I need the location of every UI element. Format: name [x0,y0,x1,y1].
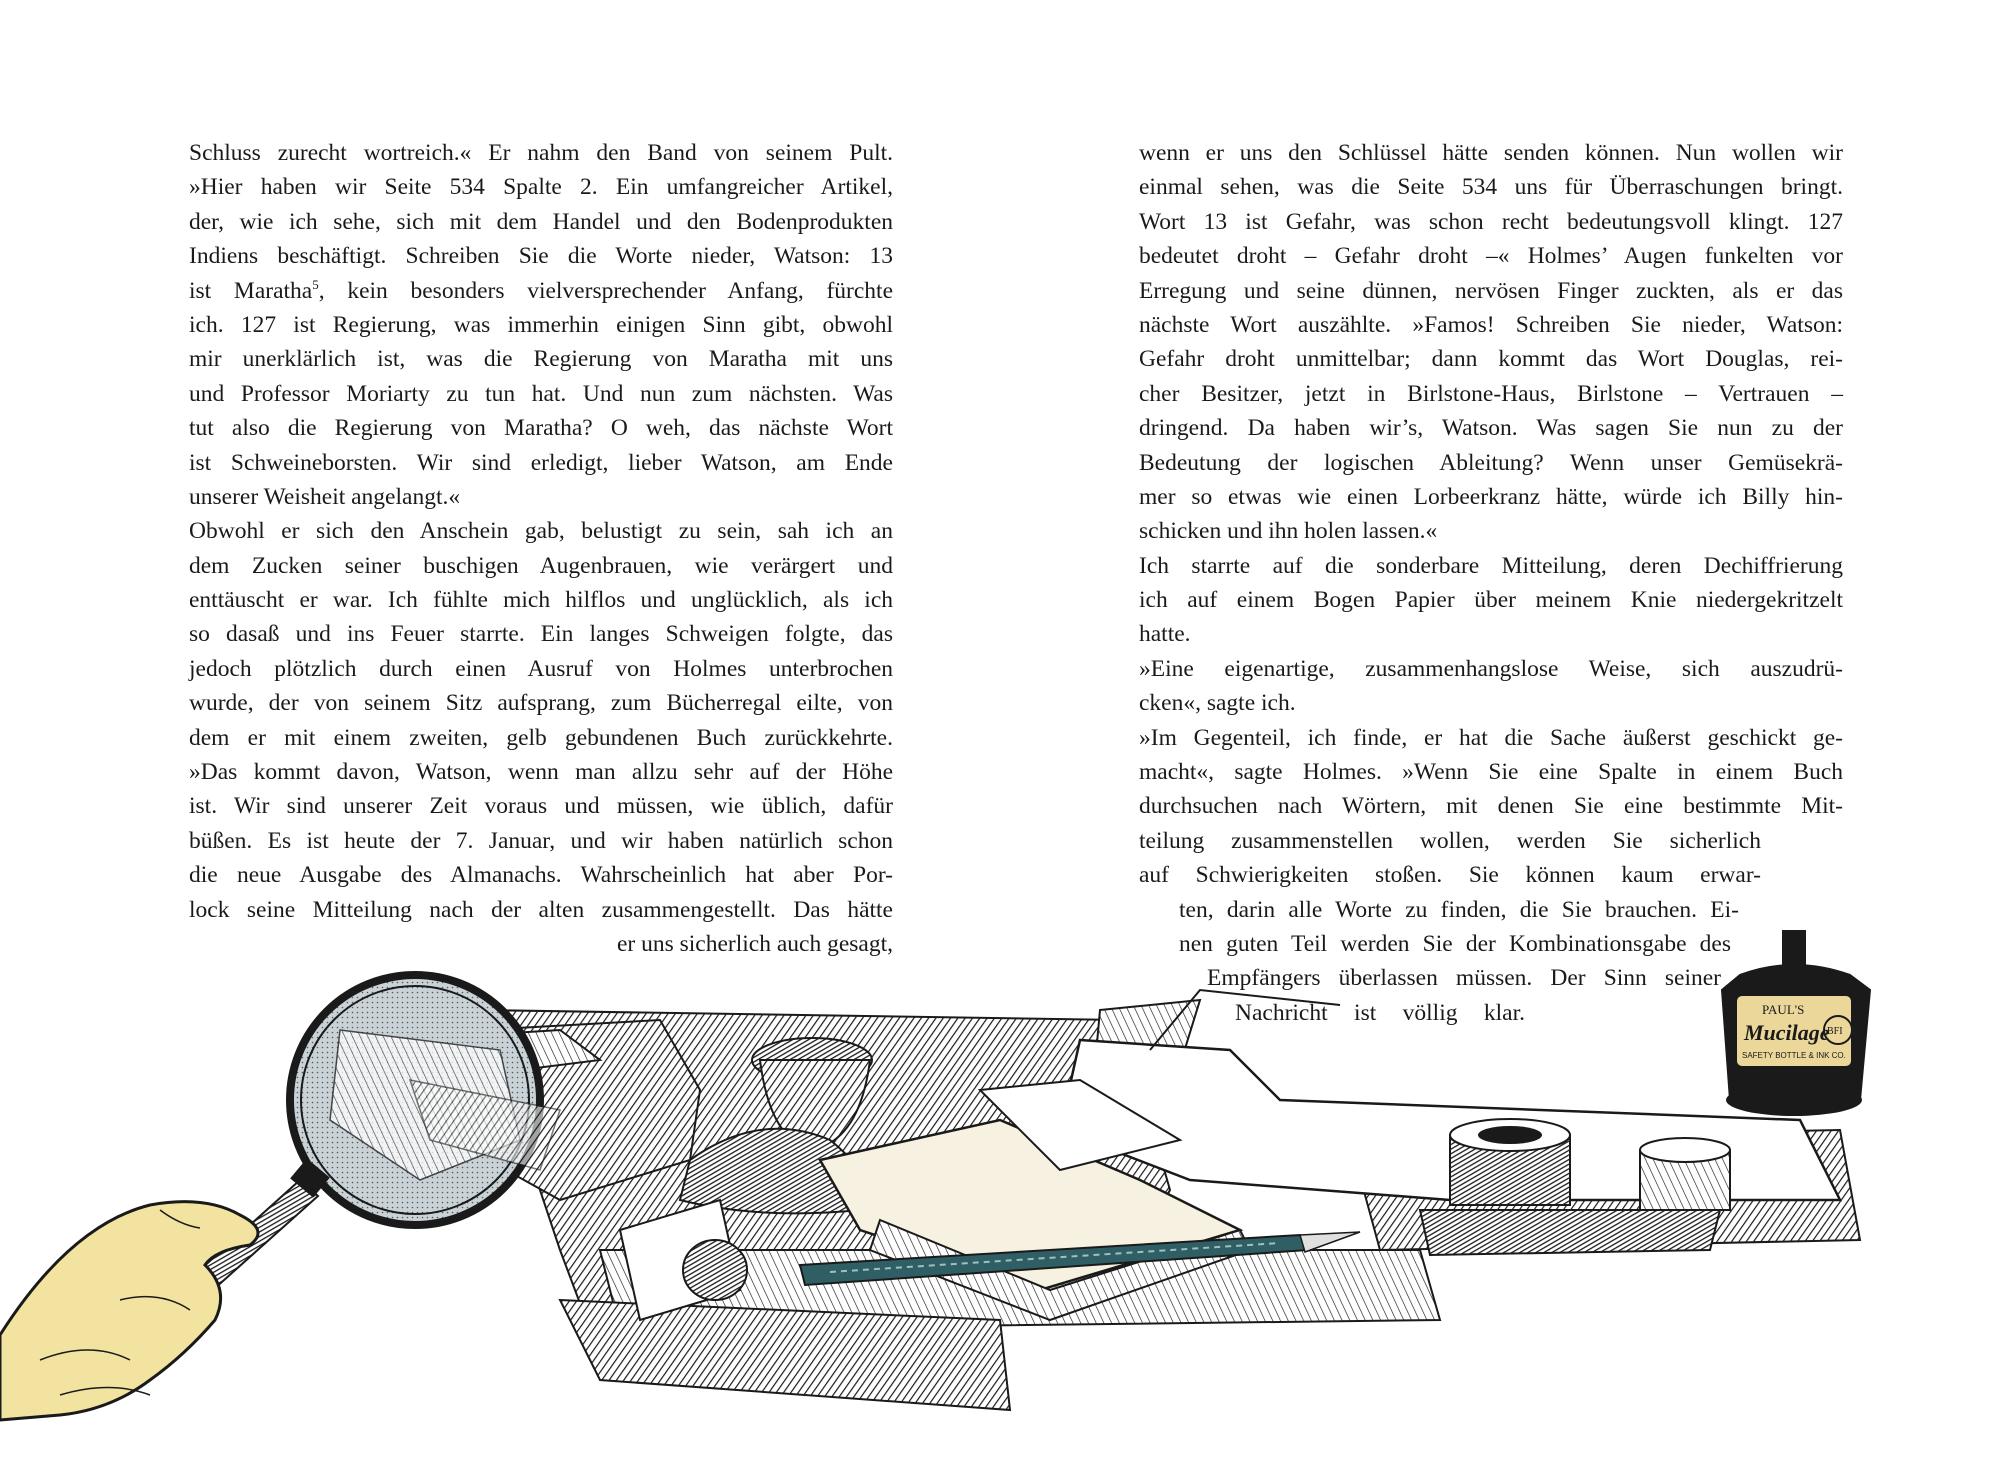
right-line-19: macht«, sagte Holmes. »Wenn Sie eine Spalte in einem Buch [1139,759,1843,786]
right-line-25: Empfängers überlassen müssen. Der Sinn seiner [1207,965,1721,992]
left-line-12: Obwohl er sich den Anschein gab, belustigt zu sein, sah ich an [189,518,893,545]
right-line-15: hatte. [1139,621,1191,648]
left-text-block [189,136,893,961]
hand-with-magnifier [0,975,560,1420]
left-line-22: die neue Ausgabe des Almanachs. Wahrscheinlich hat aber Por- [189,862,893,889]
left-line-11: unserer Weisheit angelangt.« [189,483,461,510]
right-line-5: Erregung und seine dünnen, nervösen Finger zuckten, als er das [1139,277,1843,304]
left-line-2: »Hier haben wir Seite 534 Spalte 2. Ein umfangreicher Artikel, [189,174,893,201]
left-line-10: ist Schweineborsten. Wir sind erledigt, lieber Watson, am Ende [189,449,893,476]
right-line-20: durchsuchen nach Wörtern, mit denen Sie eine bestimmte Mit- [1139,793,1843,820]
right-line-17: cken«, sagte ich. [1139,690,1296,717]
left-line-9: tut also die Regierung von Maratha? O weh, das nächste Wort [189,415,893,442]
left-line-21: büßen. Es ist heute der 7. Januar, und wir haben natürlich schon [189,827,893,854]
left-line-14: enttäuscht er war. Ich fühlte mich hilflos und unglücklich, als ich [189,587,893,614]
right-line-23: ten, darin alle Worte zu finden, die Sie brauchen. Ei- [1179,896,1739,923]
right-line-2: einmal sehen, was die Seite 534 uns für Überraschungen bringt. [1139,174,1843,201]
mucilage-label-3: SAFETY BOTTLE & INK CO. [1742,1051,1846,1060]
left-line-18: dem er mit einem zweiten, gelb gebundenen Buch zurückkehrte. [189,724,893,751]
left-line-19: »Das kommt davon, Watson, wenn man allzu sehr auf der Höhe [189,759,893,786]
right-line-21: teilung zusammenstellen wollen, werden Sie sicherlich [1139,827,1761,854]
right-line-1: wenn er uns den Schlüssel hätte senden können. Nun wollen wir [1139,140,1843,166]
left-line-20: ist. Wir sind unserer Zeit voraus und müssen, wie üblich, dafür [189,793,893,820]
left-line-5-start: ist Maratha [189,277,313,304]
mucilage-label-2: Mucilage [1744,1020,1830,1045]
left-line-1: Schluss zurecht wortreich.« Er nahm den Band von seinem Pult. [189,140,893,166]
right-text-block [1139,136,1843,1030]
left-line-16: jedoch plötzlich durch einen Ausruf von Holmes unterbrochen [189,655,893,682]
right-line-26: Nachricht ist völlig klar. [1235,999,1525,1026]
left-line-24: er uns sicherlich auch gesagt, [616,930,893,957]
left-line-15: so dasaß und ins Feuer starrte. Ein langes Schweigen folgte, das [189,621,893,648]
right-line-18: »Im Gegenteil, ich finde, er hat die Sache äußerst geschickt ge- [1139,724,1843,751]
right-line-7: Gefahr droht unmittelbar; dann kommt das Wort Douglas, rei- [1139,346,1843,373]
left-line-23: lock seine Mitteilung nach der alten zusammengestellt. Das hätte [189,896,893,923]
right-line-24: nen guten Teil werden Sie der Kombinationsgabe des [1179,930,1731,957]
right-line-11: mer so etwas wie einen Lorbeerkranz hätte, würde ich Billy hin- [1139,483,1843,510]
left-line-17: wurde, der von seinem Sitz aufsprang, zum Bücherregal eilte, von [189,690,893,717]
right-line-8: cher Besitzer, jetzt in Birlstone-Haus, Birlstone – Vertrauen – [1139,380,1843,407]
right-line-3: Wort 13 ist Gefahr, was schon recht bedeutungsvoll klingt. 127 [1139,208,1843,235]
right-line-12: schicken und ihn holen lassen.« [1139,518,1438,545]
mucilage-label-1: PAUL'S [1762,1002,1805,1017]
right-line-16: »Eine eigenartige, zusammenhangslose Weise, sich auszudrü- [1139,655,1843,682]
left-line-8: und Professor Moriarty zu tun hat. Und nun zum nächsten. Was [189,380,893,407]
right-line-6: nächste Wort auszählte. »Famos! Schreiben Sie nieder, Watson: [1139,311,1843,338]
left-line-6: ich. 127 ist Regierung, was immerhin einigen Sinn gibt, obwohl [189,311,893,338]
left-line-4: Indiens beschäftigt. Schreiben Sie die Worte nieder, Watson: 13 [189,243,893,270]
right-line-13: Ich starrte auf die sonderbare Mitteilung, deren Dechiffrierung [1139,552,1843,579]
right-line-10: Bedeutung der logischen Ableitung? Wenn unser Gemüsekrä- [1139,449,1843,476]
right-line-4: bedeutet droht – Gefahr droht –« Holmes’ Augen funkelten vor [1139,243,1843,270]
left-line-13: dem Zucken seiner buschigen Augenbrauen, wie verärgert und [189,552,893,579]
mucilage-monogram: BFI [1827,1026,1843,1037]
left-line-3: der, wie ich sehe, sich mit dem Handel und den Bodenprodukten [189,208,893,235]
left-line-5 [189,274,893,308]
right-line-14: ich auf einem Bogen Papier über meinem Knie niedergekritzelt [1139,587,1843,614]
left-line-5-rest: , kein besonders vielversprechender Anfang, fürchte [318,277,893,304]
left-line-7: mir unerklärlich ist, was die Regierung von Maratha mit uns [189,346,893,373]
footnote-marker[interactable]: 5 [312,276,319,292]
right-line-9: dringend. Da haben wir’s, Watson. Was sagen Sie nun zu der [1139,415,1843,442]
right-line-22: auf Schwierigkeiten stoßen. Sie können kaum erwar- [1139,862,1761,889]
desk-illustration [0,930,2000,1462]
